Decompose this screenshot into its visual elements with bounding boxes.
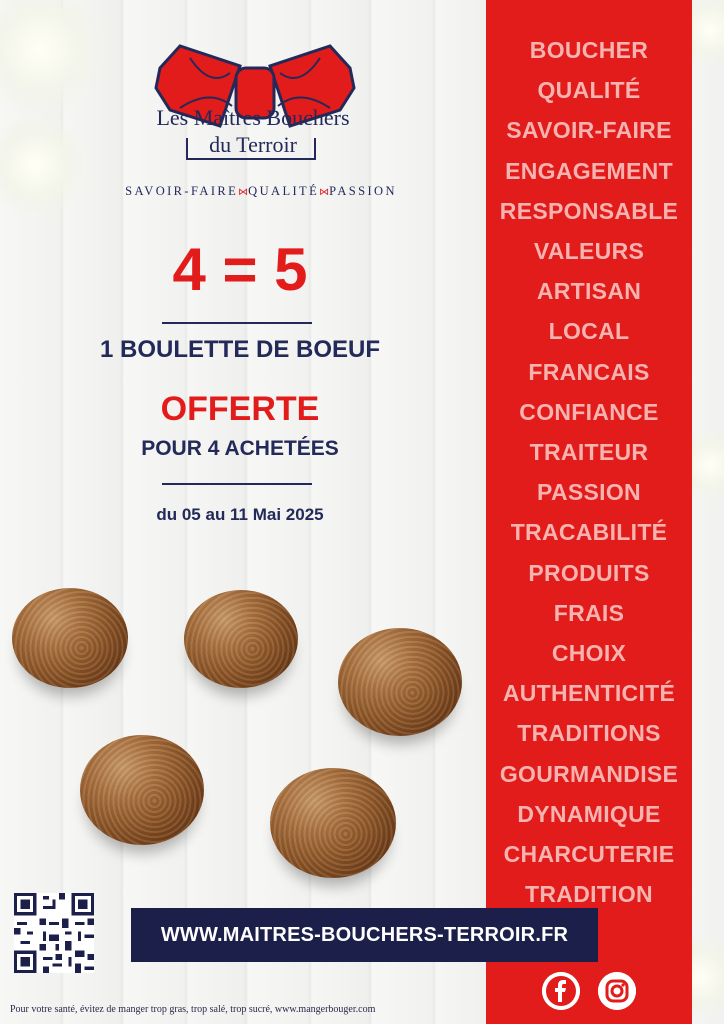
meatball-image (270, 768, 396, 878)
value-word: ARTISAN (536, 278, 642, 305)
brand-tagline (96, 184, 426, 199)
value-word: TRADITION (525, 881, 653, 908)
divider-bottom (162, 483, 312, 485)
promo-offer: OFFERTE (160, 390, 320, 428)
value-word: AUTHENTICITÉ (502, 680, 676, 707)
qr-code[interactable] (14, 893, 94, 973)
instagram-icon[interactable] (598, 972, 636, 1010)
meatball-image (80, 735, 204, 845)
tagline-part-3: PASSION (329, 184, 397, 198)
value-word: TRAITEUR (529, 439, 649, 466)
promo-product: 1 BOULETTE DE BOEUF (99, 336, 381, 363)
value-word: PRODUITS (528, 559, 650, 586)
health-notice: Pour votre santé, évitez de manger trop gras, trop salé, trop sucré, www.mangerbouger.com (10, 1004, 376, 1015)
value-word: TRADITIONS (517, 720, 661, 747)
meatball-image (184, 590, 298, 688)
value-word: FRAIS (553, 599, 625, 626)
brand-name: Les Maîtres Bouchers (156, 105, 350, 130)
value-word: CONFIANCE (519, 398, 659, 425)
value-word: PASSION (537, 479, 641, 506)
value-word: FRANCAIS (528, 358, 650, 385)
value-word: RESPONSABLE (499, 197, 679, 224)
website-link[interactable]: WWW.MAITRES-BOUCHERS-TERROIR.FR (131, 908, 598, 962)
value-word: SAVOIR-FAIRE (506, 117, 672, 144)
value-word: BOUCHER (529, 37, 649, 63)
value-word: DYNAMIQUE (517, 800, 661, 827)
bow-tie-icon: ⋈ (238, 187, 249, 198)
value-word: ENGAGEMENT (505, 157, 673, 184)
bow-tie-icon: ⋈ (319, 187, 330, 198)
promo-headline: 4 = 5 (172, 236, 308, 303)
value-word: CHARCUTERIE (503, 841, 675, 868)
promo-offer-condition: POUR 4 ACHETÉES (141, 437, 339, 460)
meatball-image (338, 628, 462, 736)
meatball-image (12, 588, 128, 688)
promo-dates: du 05 au 11 Mai 2025 (156, 505, 324, 524)
facebook-icon[interactable] (542, 972, 580, 1010)
brand-subname: du Terroir (209, 132, 297, 157)
value-word: TRACABILITÉ (510, 519, 668, 546)
divider-top (162, 322, 312, 324)
value-word: QUALITÉ (537, 77, 641, 104)
value-word: LOCAL (548, 318, 630, 345)
tagline-part-1: SAVOIR-FAIRE (125, 184, 239, 198)
value-word: GOURMANDISE (499, 760, 679, 787)
values-list (486, 30, 692, 914)
value-word: CHOIX (551, 640, 627, 667)
value-word: VALEURS (533, 238, 645, 265)
tagline-part-2: QUALITÉ (248, 184, 320, 198)
